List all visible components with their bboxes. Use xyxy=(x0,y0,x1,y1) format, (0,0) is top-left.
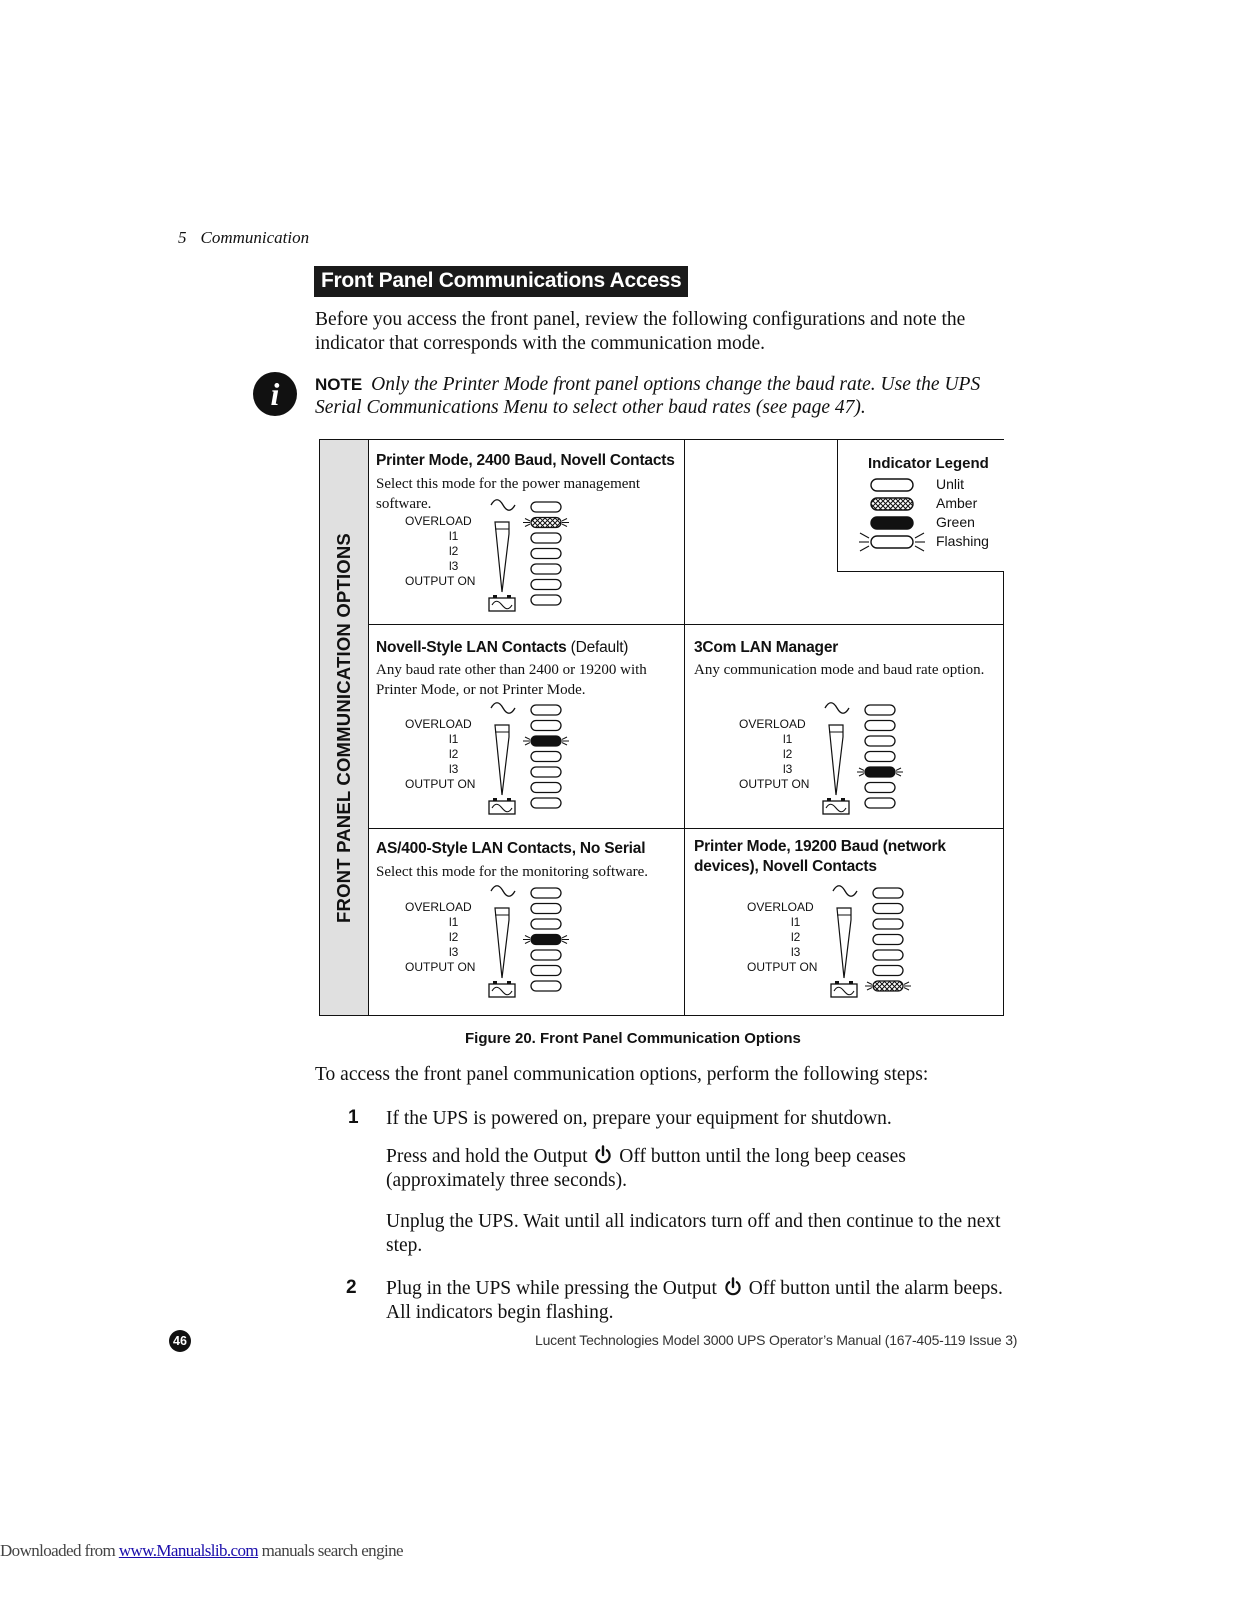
indicator-panel-svg xyxy=(405,701,575,821)
step-text: Off button until the long beep ceases (approximately three seconds). xyxy=(386,1146,906,1191)
label-l2: l2 xyxy=(791,930,801,944)
label-l3: l3 xyxy=(449,762,459,776)
indicator-led xyxy=(531,904,561,914)
indicator-led xyxy=(873,904,903,914)
indicator-led xyxy=(873,935,903,945)
label-output-on: OUTPUT ON xyxy=(747,960,818,974)
indicator-panel xyxy=(405,884,575,1004)
indicator-led xyxy=(865,767,895,777)
indicator-panel xyxy=(739,701,909,821)
label-output-on: OUTPUT ON xyxy=(739,777,810,791)
step-text: Press and hold the Output xyxy=(386,1146,588,1167)
label-output-on: OUTPUT ON xyxy=(405,960,476,974)
intro-paragraph: Before you access the front panel, review the following configurations and note the indicator that corresponds with the communication mode. xyxy=(315,309,966,354)
indicator-panel xyxy=(405,498,575,618)
label-l1: l1 xyxy=(449,732,459,746)
figure-side-label: FRONT PANEL COMMUNICATION OPTIONS xyxy=(333,533,354,923)
step-2-paragraph-1 xyxy=(386,1277,1011,1325)
indicator-panel-svg xyxy=(405,884,575,1004)
battery-terminal xyxy=(507,595,511,598)
legend-title: Indicator Legend xyxy=(868,455,989,472)
info-icon: i xyxy=(253,372,297,416)
legend-green-swatch xyxy=(871,517,913,529)
label-output-on: OUTPUT ON xyxy=(405,574,476,588)
grid-divider-vertical xyxy=(684,440,685,1015)
battery-terminal xyxy=(493,981,497,984)
indicator-led xyxy=(531,518,561,528)
power-icon xyxy=(594,1145,612,1165)
steps-intro: To access the front panel communication options, perform the following steps: xyxy=(315,1064,929,1085)
indicator-led xyxy=(531,595,561,605)
indicator-led xyxy=(873,888,903,898)
cell-title-novell-lan xyxy=(376,638,676,658)
battery-terminal xyxy=(493,595,497,598)
indicator-led xyxy=(865,783,895,793)
label-l3: l3 xyxy=(449,559,459,573)
grid-divider-row2 xyxy=(369,828,1003,829)
step-text: Unplug the UPS. Wait until all indicators turn off and then continue to the next step. xyxy=(386,1211,1001,1256)
cell-desc-3com: Any communication mode and baud rate option. xyxy=(694,662,985,678)
indicator-led xyxy=(531,981,561,991)
load-meter-icon xyxy=(495,908,509,978)
manualslib-link[interactable]: www.Manualslib.com xyxy=(118,1541,259,1560)
indicator-panel xyxy=(405,701,575,821)
indicator-led xyxy=(865,752,895,762)
label-overload: OVERLOAD xyxy=(405,900,472,914)
cell-title-3com xyxy=(694,638,994,658)
indicator-led xyxy=(531,888,561,898)
label-l3: l3 xyxy=(783,762,793,776)
download-suffix: manuals search engine xyxy=(258,1541,403,1560)
sine-wave-icon xyxy=(491,500,515,511)
cell-title-printer-2400 xyxy=(376,451,676,471)
cell-title-text: 3Com LAN Manager xyxy=(694,639,839,656)
indicator-led xyxy=(873,981,903,991)
label-l1: l1 xyxy=(449,529,459,543)
indicator-led xyxy=(865,798,895,808)
grid-divider-row1 xyxy=(369,624,1003,625)
step-number: 2 xyxy=(346,1277,357,1298)
indicator-led xyxy=(865,721,895,731)
indicator-led xyxy=(531,950,561,960)
cell-desc-as400: Select this mode for the monitoring software. xyxy=(376,864,649,880)
cell-title-text: AS/400-Style LAN Contacts, No Serial xyxy=(376,840,646,857)
cell-title-as400 xyxy=(376,839,681,859)
indicator-led xyxy=(531,783,561,793)
battery-terminal xyxy=(849,981,853,984)
legend-label-green: Green xyxy=(936,514,975,530)
indicator-panel xyxy=(747,884,917,1004)
indicator-led xyxy=(531,721,561,731)
step-1-paragraph-1 xyxy=(386,1107,1011,1131)
indicator-led xyxy=(531,798,561,808)
note-block xyxy=(315,373,1015,419)
page-number-badge: 46 xyxy=(169,1330,191,1352)
download-note xyxy=(0,1541,403,1561)
sine-wave-icon xyxy=(833,886,857,897)
sine-wave-icon xyxy=(491,703,515,714)
label-l2: l2 xyxy=(783,747,793,761)
label-l1: l1 xyxy=(449,915,459,929)
cell-title-text: Printer Mode, 2400 Baud, Novell Contacts xyxy=(376,452,675,469)
label-overload: OVERLOAD xyxy=(747,900,814,914)
indicator-led xyxy=(531,502,561,512)
cell-desc-novell-lan: Any baud rate other than 2400 or 19200 with Printer Mode, or not Printer Mode. xyxy=(376,662,647,698)
step-text: If the UPS is powered on, prepare your equipment for shutdown. xyxy=(386,1108,892,1129)
indicator-panel-svg xyxy=(747,884,917,1004)
label-l2: l2 xyxy=(449,930,459,944)
label-l3: l3 xyxy=(449,945,459,959)
chapter-title: Communication xyxy=(200,228,310,247)
indicator-led xyxy=(531,752,561,762)
battery-terminal xyxy=(841,798,845,801)
label-l1: l1 xyxy=(783,732,793,746)
legend-amber-swatch xyxy=(871,498,913,510)
indicator-panel-svg xyxy=(405,498,575,618)
load-meter-icon xyxy=(829,725,843,795)
indicator-led xyxy=(531,919,561,929)
battery-terminal xyxy=(493,798,497,801)
indicator-led xyxy=(865,705,895,715)
indicator-led xyxy=(531,935,561,945)
footer-text: Lucent Technologies Model 3000 UPS Operator’s Manual (167-405-119 Issue 3) xyxy=(535,1332,1018,1348)
indicator-led xyxy=(531,533,561,543)
indicator-led xyxy=(865,736,895,746)
legend-flashing-swatch xyxy=(871,536,913,548)
section-title: Front Panel Communications Access xyxy=(314,266,688,297)
label-overload: OVERLOAD xyxy=(739,717,806,731)
load-meter-icon xyxy=(495,522,509,592)
indicator-led xyxy=(531,736,561,746)
label-l2: l2 xyxy=(449,544,459,558)
figure-side-bar xyxy=(320,440,369,1015)
legend-swatches xyxy=(858,476,934,556)
indicator-led xyxy=(531,767,561,777)
indicator-led xyxy=(531,966,561,976)
label-overload: OVERLOAD xyxy=(405,717,472,731)
cell-title-text: Printer Mode, 19200 Baud (network devices), Novell Contacts xyxy=(694,838,946,875)
indicator-led xyxy=(531,705,561,715)
legend-label-flashing: Flashing xyxy=(936,533,989,549)
running-head xyxy=(178,228,309,248)
chapter-number: 5 xyxy=(178,228,187,247)
step-text: Plug in the UPS while pressing the Output xyxy=(386,1278,717,1299)
indicator-led xyxy=(873,919,903,929)
legend-unlit-swatch xyxy=(871,479,913,491)
load-meter-icon xyxy=(495,725,509,795)
step-1-paragraph-3 xyxy=(386,1210,1011,1258)
legend-label-unlit: Unlit xyxy=(936,476,965,492)
sine-wave-icon xyxy=(491,886,515,897)
load-meter-icon xyxy=(837,908,851,978)
battery-terminal xyxy=(507,798,511,801)
cell-title-text: Novell-Style LAN Contacts xyxy=(376,639,567,656)
cell-title-suffix: (Default) xyxy=(570,639,629,656)
download-prefix: Downloaded from xyxy=(0,1541,116,1560)
indicator-led xyxy=(873,966,903,976)
label-overload: OVERLOAD xyxy=(405,514,472,528)
battery-terminal xyxy=(827,798,831,801)
step-number: 1 xyxy=(348,1107,359,1128)
indicator-led xyxy=(873,950,903,960)
battery-terminal xyxy=(835,981,839,984)
label-l2: l2 xyxy=(449,747,459,761)
note-label: NOTE xyxy=(315,375,363,394)
power-icon xyxy=(724,1277,742,1297)
note-text: Only the Printer Mode front panel options change the baud rate. Use the UPS Serial Communications Menu to select other baud rates (see page 47). xyxy=(315,374,981,418)
label-l3: l3 xyxy=(791,945,801,959)
sine-wave-icon xyxy=(825,703,849,714)
battery-terminal xyxy=(507,981,511,984)
label-l1: l1 xyxy=(791,915,801,929)
step-1-paragraph-2 xyxy=(386,1145,1011,1193)
indicator-legend xyxy=(837,440,1004,572)
legend-label-amber: Amber xyxy=(936,495,978,511)
indicator-led xyxy=(531,564,561,574)
cell-desc-printer-2400: Select this mode for the power management software. xyxy=(376,476,641,512)
indicator-led xyxy=(531,580,561,590)
cell-title-printer-19200 xyxy=(694,837,964,877)
indicator-panel-svg xyxy=(739,701,909,821)
label-output-on: OUTPUT ON xyxy=(405,777,476,791)
figure-caption: Figure 20. Front Panel Communication Options xyxy=(465,1030,801,1047)
indicator-led xyxy=(531,549,561,559)
step-text: Off button until the alarm beeps. All indicators begin flashing. xyxy=(386,1278,1003,1323)
figure-front-panel-options xyxy=(319,439,1004,1016)
